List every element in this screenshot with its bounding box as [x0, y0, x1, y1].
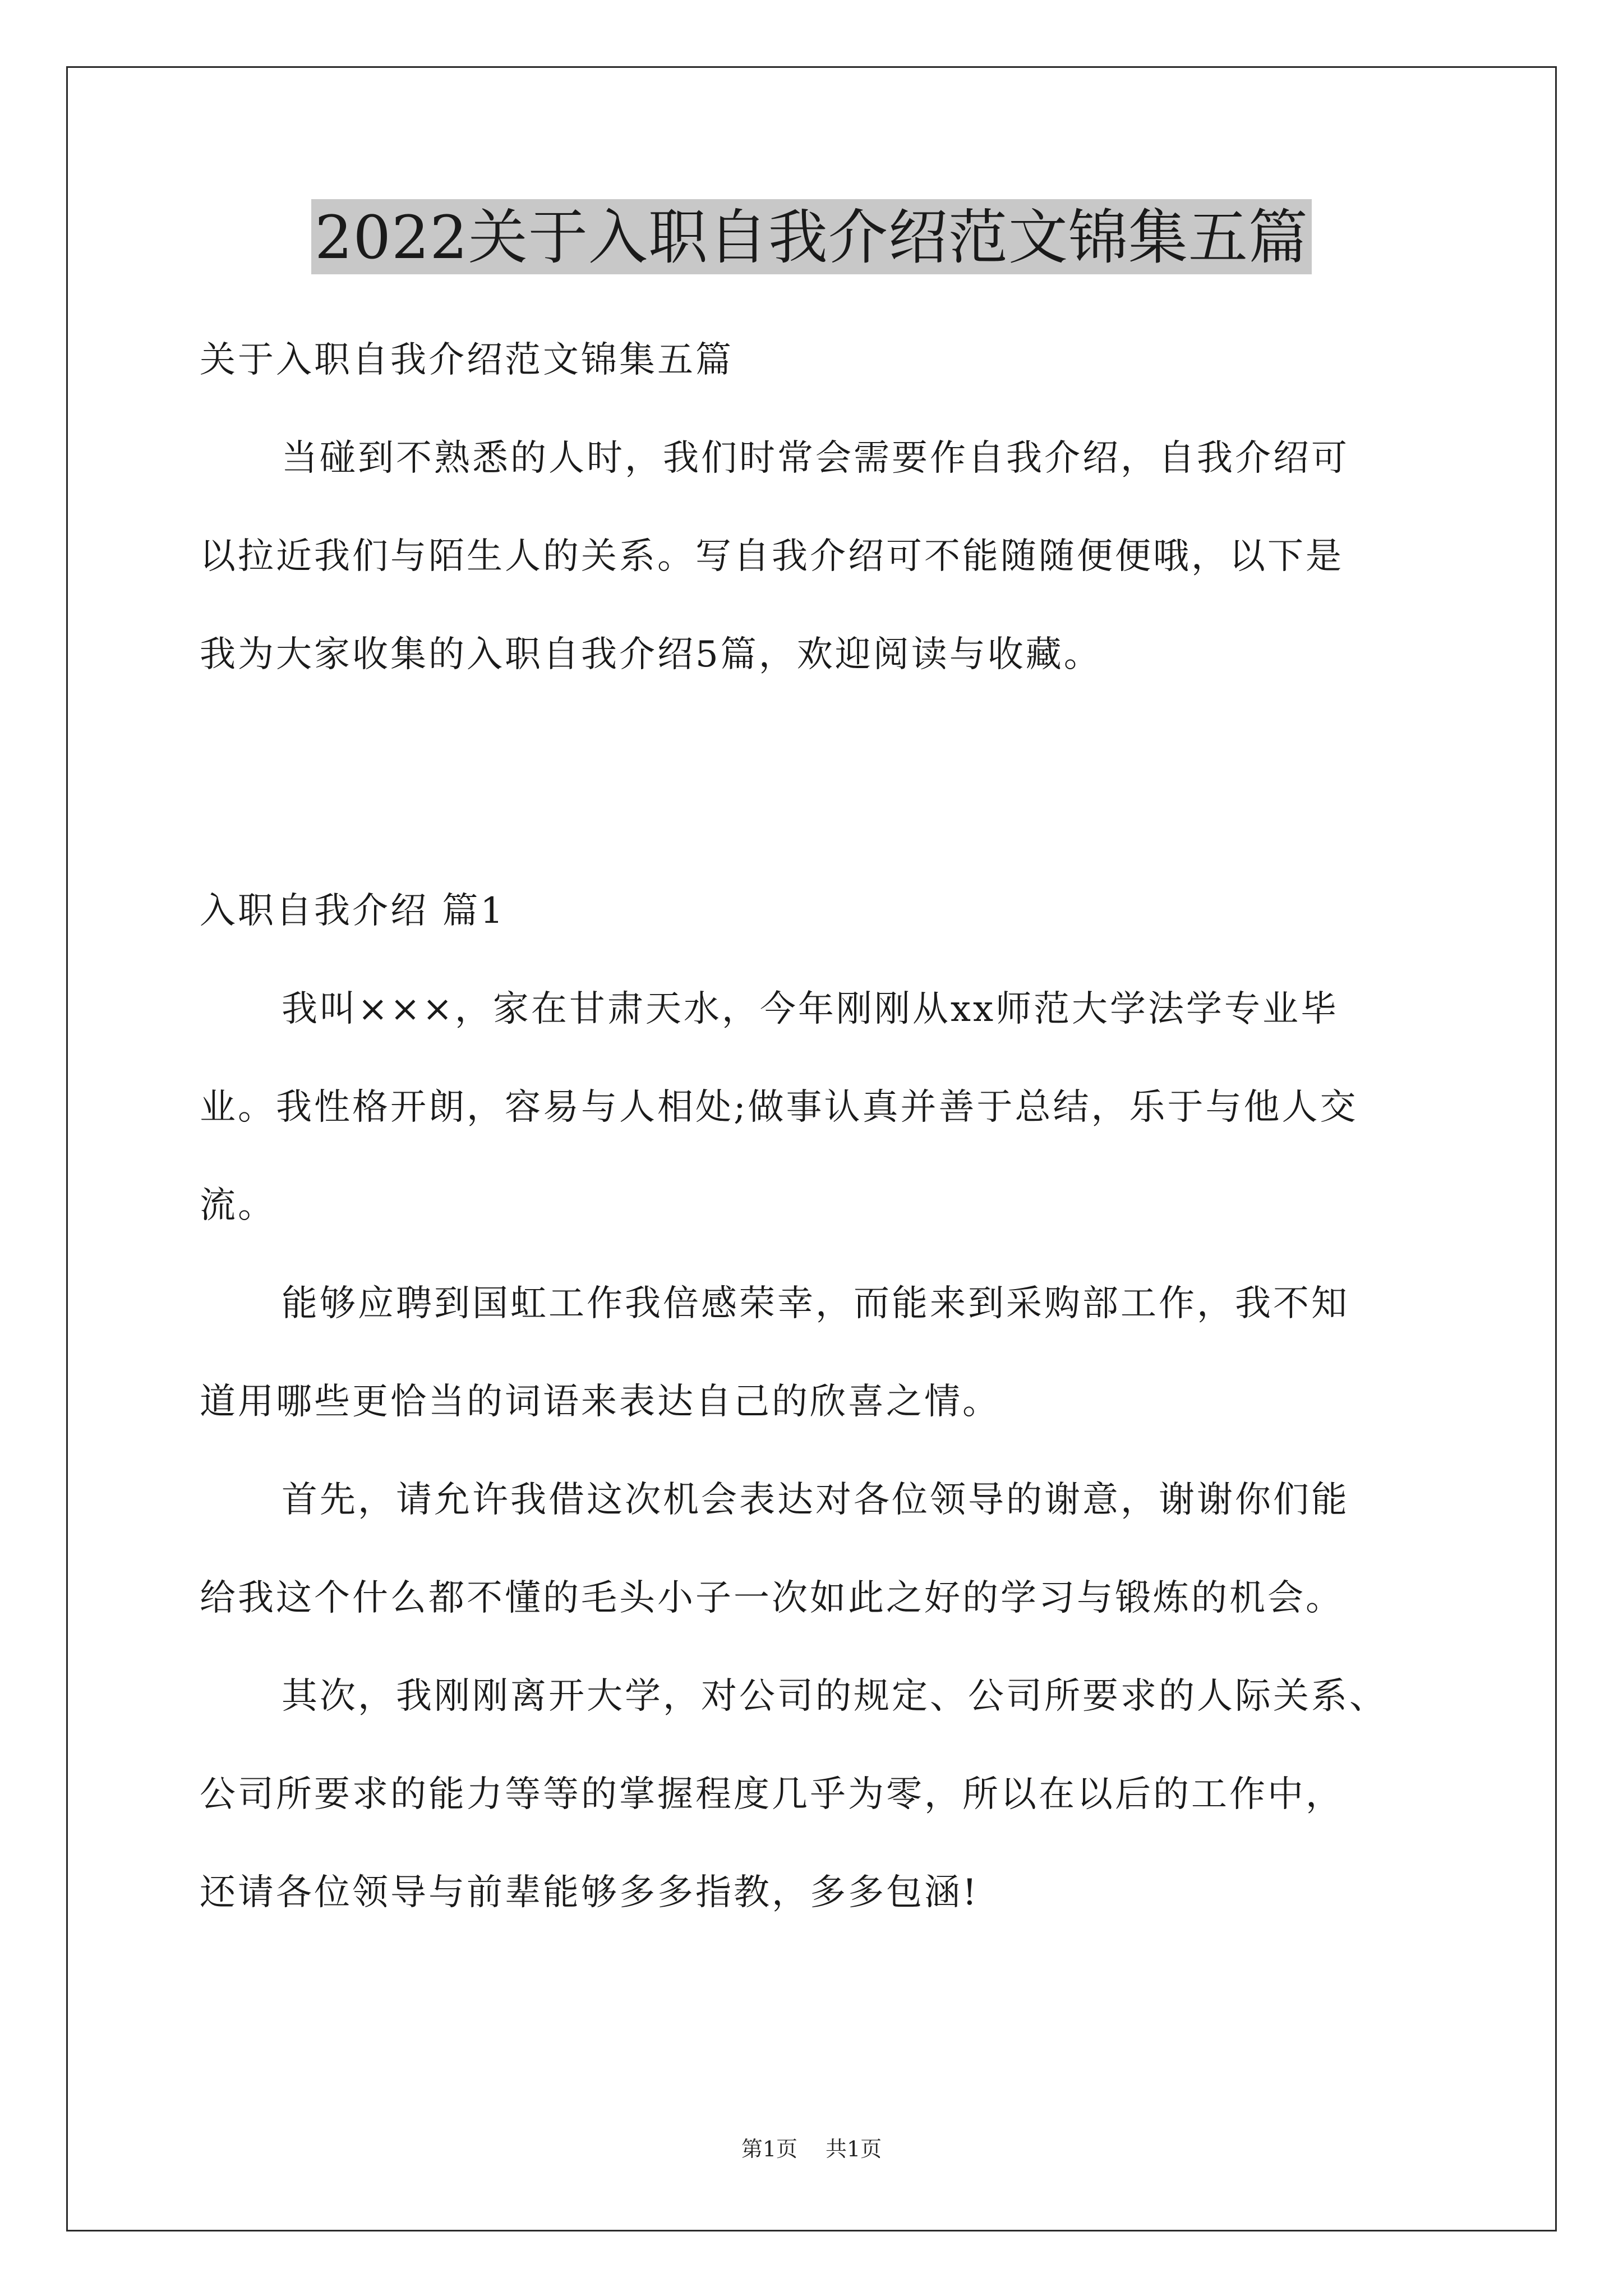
document-body [200, 311, 1433, 704]
paragraph-line: 流。 [200, 1185, 276, 1226]
section-heading: 入职自我介绍 篇1 [200, 890, 506, 932]
intro-line: 以拉近我们与陌生人的关系。写自我介绍可不能随随便便哦，以下是 [200, 536, 1344, 577]
intro-line: 当碰到不熟悉的人时，我们时常会需要作自我介绍，自我介绍可 [282, 438, 1349, 479]
paragraph-line: 业。我性格开朗，容易与人相处;做事认真并善于总结，乐于与他人交 [200, 1087, 1358, 1128]
paragraph-line: 我叫×××，家在甘肃天水，今年刚刚从xx师范大学法学专业毕 [282, 988, 1339, 1030]
page-number-total: 共1页 [826, 2137, 882, 2161]
document-title [0, 199, 1623, 274]
paragraph-line: 其次，我刚刚离开大学，对公司的规定、公司所要求的人际关系、 [282, 1676, 1387, 1717]
paragraph-line: 道用哪些更恰当的词语来表达自己的欣喜之情。 [200, 1381, 1000, 1423]
subtitle: 关于入职自我介绍范文锦集五篇 [200, 339, 734, 381]
page-number-current: 第1页 [741, 2137, 797, 2161]
paragraph-line: 还请各位领导与前辈能够多多指教，多多包涵! [200, 1872, 979, 1913]
document-title-text: 2022关于入职自我介绍范文锦集五篇 [311, 199, 1312, 274]
page-footer [0, 2132, 1623, 2162]
paragraph-line: 能够应聘到国虹工作我倍感荣幸，而能来到采购部工作，我不知 [282, 1283, 1349, 1324]
paragraph-line: 公司所要求的能力等等的掌握程度几乎为零，所以在以后的工作中， [200, 1774, 1344, 1815]
intro-line: 我为大家收集的入职自我介绍5篇，欢迎阅读与收藏。 [200, 634, 1102, 675]
paragraph-line: 给我这个什么都不懂的毛头小子一次如此之好的学习与锻炼的机会。 [200, 1577, 1344, 1619]
section-1 [200, 862, 1433, 1942]
paragraph-line: 首先，请允许我借这次机会表达对各位领导的谢意，谢谢你们能 [282, 1479, 1349, 1521]
